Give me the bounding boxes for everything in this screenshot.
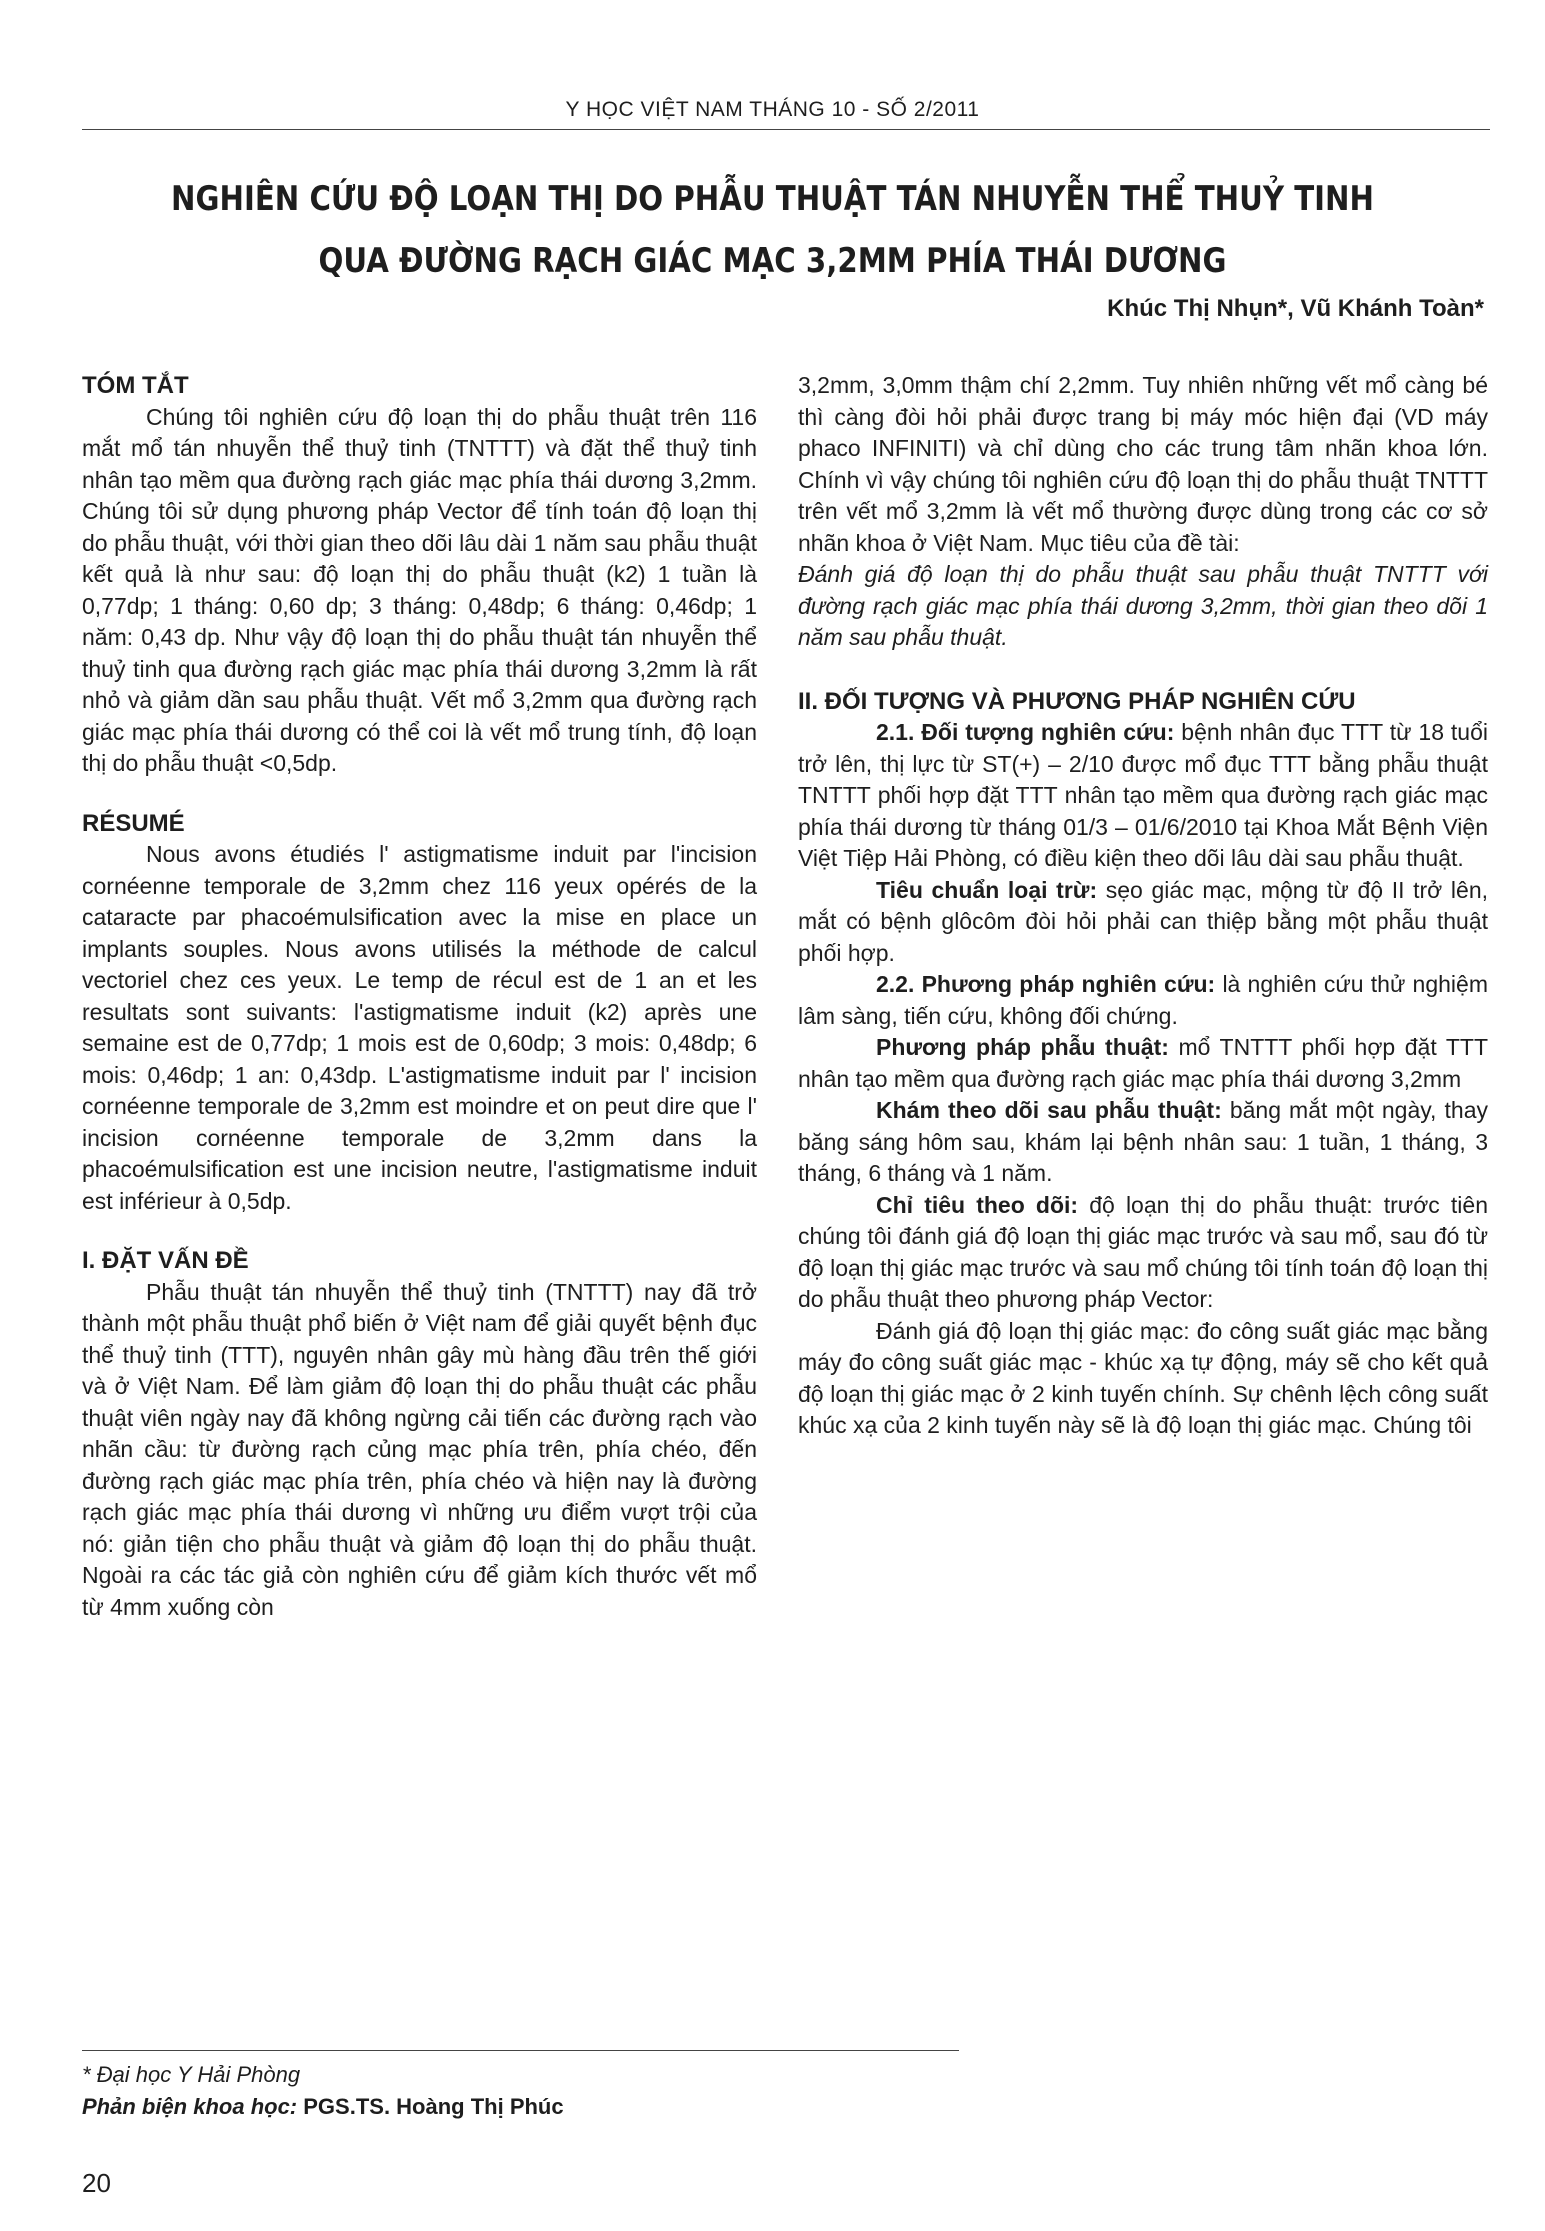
footnote-reviewer (82, 2092, 564, 2122)
text-criteria: độ loạn thị do phẫu thuật: trước tiên chúng tôi đánh giá độ loạn thị giác mạc trước và sau mổ, sau đó từ độ loạn thị giác mạc trước và sau mổ chúng tôi tính toán độ loạn thị do phẫu thuật theo phương pháp Vector: (798, 1191, 1488, 1312)
header-divider (82, 129, 1490, 130)
paragraph-method (798, 969, 1488, 1032)
text-surgery: mổ TNTTT phối hợp đặt TTT nhân tạo mềm qua đường rạch giác mạc phía thái dương 3,2mm (798, 1034, 1488, 1092)
paragraph-assessment: Đánh giá độ loạn thị giác mạc: đo công suất giác mạc bằng máy đo công suất giác mạc - khúc xạ tự động, máy sẽ cho kết quả độ loạn thị giác mạc ở 2 kinh tuyến chính. Sự chênh lệch công suất khúc xạ của 2 kinh tuyến này sẽ là độ loạn thị giác mạc. Chúng tôi (798, 1317, 1488, 1438)
section-1-heading: I. ĐẶT VẤN ĐỀ (82, 1247, 249, 1274)
text-method: là nghiên cứu thử nghiệm lâm sàng, tiến cứu, không đối chứng. (798, 971, 1488, 1029)
paragraph-surgery (798, 1032, 1488, 1095)
right-column (798, 370, 1488, 1442)
text-followup: băng mắt một ngày, thay băng sáng hôm sau, khám lại bệnh nhân sau: 1 tuần, 1 tháng, 3 tháng, 6 tháng và 1 năm. (798, 1097, 1488, 1186)
title-line-2: QUA ĐƯỜNG RẠCH GIÁC MẠC 3,2MM PHÍA THÁI DƯƠNG (318, 241, 1227, 281)
left-column (82, 370, 757, 1623)
reviewer-name: PGS.TS. Hoàng Thị Phúc (297, 2094, 564, 2119)
authors: Khúc Thị Nhụn*, Vũ Khánh Toàn* (1107, 295, 1484, 322)
paragraph-followup (798, 1095, 1488, 1190)
abstract-vi-text: Chúng tôi nghiên cứu độ loạn thị do phẫu thuật trên 116 mắt mổ tán nhuyễn thể thuỷ tinh (TNTTT) và đặt thể thuỷ tinh nhân tạo mềm qua đường rạch giác mạc phía thái dương 3,2mm. Chúng tôi sử dụng phương pháp Vector để tính toán độ loạn thị do phẫu thuật, với thời gian theo dõi lâu dài 1 năm sau phẫu thuật kết quả là như sau: độ loạn thị do phẫu thuật (k2) 1 tuần là 0,77dp; 1 tháng: 0,60 dp; 3 tháng: 0,48dp; 6 tháng: 0,46dp; 1 năm: 0,43 dp. Như vậy độ loạn thị do phẫu thuật tán nhuyễn thể thuỷ tinh qua đường rạch giác mạc phía thái dương 3,2mm là rất nhỏ và giảm dần sau phẫu thuật. Vết mổ 3,2mm qua đường rạch giác mạc phía thái dương có thể coi là vết mổ trung tính, độ loạn thị do phẫu thuật <0,5dp. (82, 403, 757, 776)
article-title (108, 168, 1437, 292)
page-number: 20 (82, 2168, 111, 2198)
text-subjects: bệnh nhân đục TTT từ 18 tuổi trở lên, thị lực từ ST(+) – 2/10 được mổ đục TTT bằng phẫu thuật TNTTT phối hợp đặt TTT nhân tạo mềm qua đường rạch giác mạc phía thái dương từ tháng 01/3 – 01/6/2010 tại Khoa Mắt Bệnh Viện Việt Tiệp Hải Phòng, có điều kiện theo dõi lâu dài sau phẫu thuật. (798, 719, 1488, 871)
paragraph-criteria (798, 1190, 1488, 1316)
paragraph-subjects (798, 717, 1488, 875)
paragraph-exclusion (798, 875, 1488, 970)
journal-header: Y HỌC VIỆT NAM THÁNG 10 - SỐ 2/2011 (565, 98, 980, 121)
footnote-affiliation: * Đại học Y Hải Phòng (82, 2062, 301, 2087)
reviewer-label: Phản biện khoa học: (82, 2094, 298, 2119)
label-followup: Khám theo dõi sau phẫu thuật: (876, 1097, 1222, 1123)
study-objective: Đánh giá độ loạn thị do phẫu thuật sau phẫu thuật TNTTT với đường rạch giác mạc phía thái dương 3,2mm, thời gian theo dõi 1 năm sau phẫu thuật. (798, 561, 1488, 650)
abstract-fr-text: Nous avons étudiés l' astigmatisme induit par l'incision cornéenne temporale de 3,2mm chez 116 yeux opérés de la cataracte par phacoémulsification avec la mise en place un implants souples. Nous avons utilisés la méthode de calcul vectoriel chez ces yeux. Le temp de récul est de 1 an et les resultats sont suivants: l'astigmatisme induit (k2) après une semaine est de 0,77dp; 1 mois est de 0,60dp; 3 mois: 0,48dp; 6 mois: 0,46dp; 1 an: 0,43dp. L'astigmatisme induit par l' incision cornéenne temporale de 3,2mm est moindre et on peut dire que l' incision cornéenne temporale de 3,2mm dans la phacoémulsification est une incision neutre, l'astigmatisme induit est inférieur à 0,5dp. (82, 841, 757, 1214)
label-method: 2.2. Phương pháp nghiên cứu: (876, 971, 1216, 997)
text-exclusion: sẹo giác mạc, mộng từ độ II trở lên, mắt có bệnh glôcôm đòi hỏi phải can thiệp bằng một phẫu thuật phối hợp. (798, 876, 1489, 966)
footnote-divider (82, 2050, 959, 2051)
section-1-continued: 3,2mm, 3,0mm thậm chí 2,2mm. Tuy nhiên những vết mổ càng bé thì càng đòi hỏi phải được trang bị máy móc hiện đại (VD máy phaco INFINITI) và chỉ dùng cho các trung tâm nhãn khoa lớn. Chính vì vậy chúng tôi nghiên cứu độ loạn thị do phẫu thuật TNTTT trên vết mổ 3,2mm là vết mổ thường được dùng trong các cơ sở nhãn khoa ở Việt Nam. Mục tiêu của đề tài: (798, 372, 1488, 556)
label-exclusion: Tiêu chuẩn loại trừ: (876, 876, 1098, 903)
label-subjects: 2.1. Đối tượng nghiên cứu: (876, 719, 1175, 745)
abstract-fr-heading: RÉSUMÉ (82, 809, 185, 837)
label-criteria: Chỉ tiêu theo dõi: (876, 1191, 1079, 1218)
title-line-1: NGHIÊN CỨU ĐỘ LOẠN THỊ DO PHẪU THUẬT TÁN NHUYỄN THỂ THUỶ TINH (171, 179, 1374, 219)
section-2-heading: II. ĐỐI TƯỢNG VÀ PHƯƠNG PHÁP NGHIÊN CỨU (798, 687, 1356, 715)
abstract-vi-heading: TÓM TẮT (82, 372, 189, 399)
label-surgery: Phương pháp phẫu thuật: (876, 1034, 1169, 1060)
section-1-text: Phẫu thuật tán nhuyễn thể thuỷ tinh (TNTTT) nay đã trở thành một phẫu thuật phổ biến ở Việt nam để giải quyết bệnh đục thể thuỷ tinh (TTT), nguyên nhân gây mù hàng đầu trên thế giới và ở Việt Nam. Để làm giảm độ loạn thị do phẫu thuật các phẫu thuật viên ngày nay đã không ngừng cải tiến các đường rạch vào nhãn cầu: từ đường rạch củng mạc phía trên, phía chéo, đến đường rạch giác mạc phía trên, phía chéo và hiện nay là đường rạch giác mạc phía thái dương vì những ưu điểm vượt trội của nó: giản tiện cho phẫu thuật và giảm độ loạn thị do phẫu thuật. Ngoài ra các tác giả còn nghiên cứu để giảm kích thước vết mổ từ 4mm xuống còn (82, 1278, 757, 1620)
